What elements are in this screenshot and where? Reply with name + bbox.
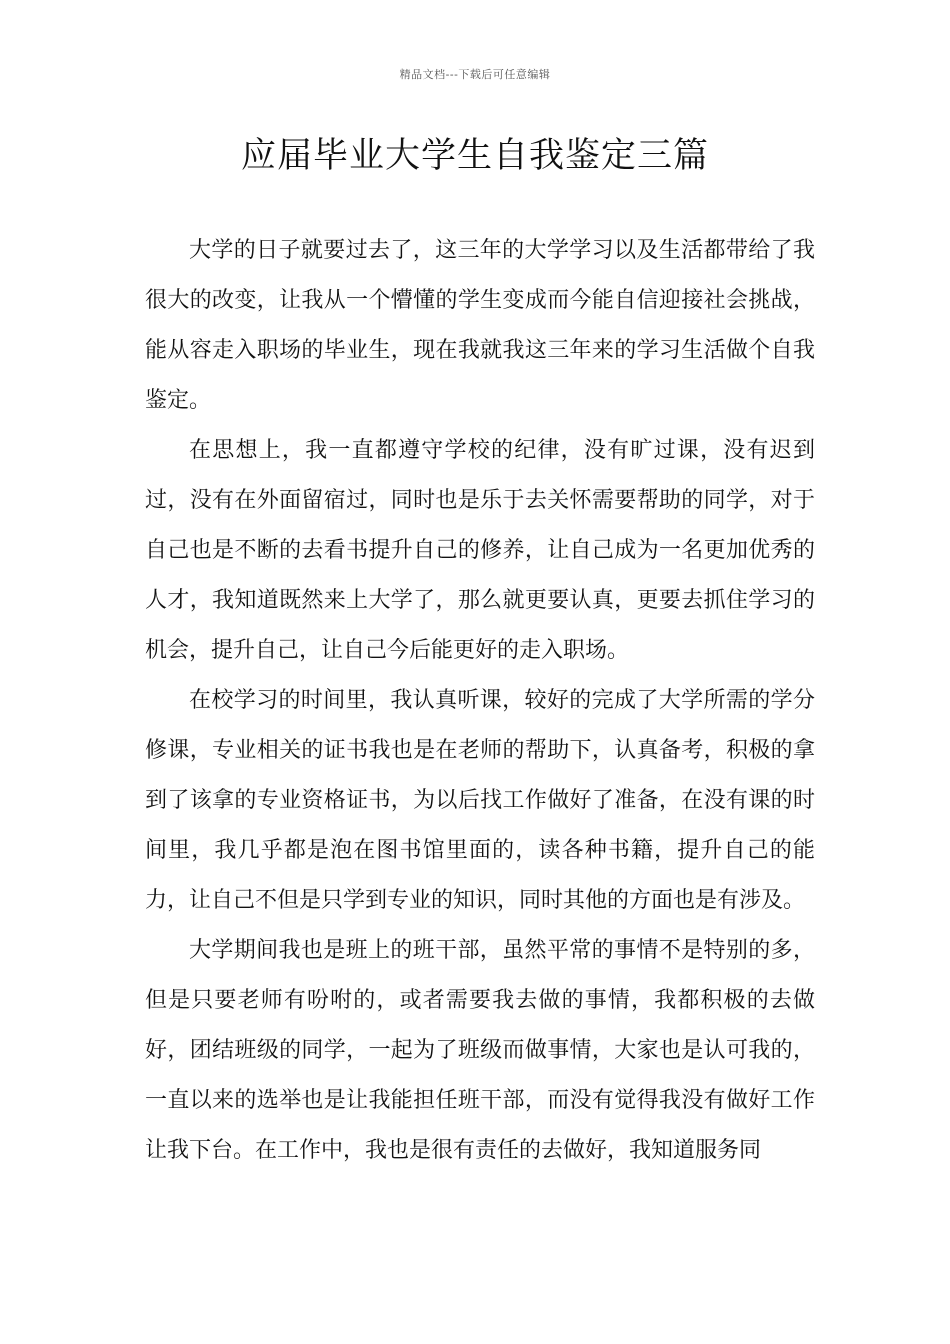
paragraph-1: 大学的日子就要过去了，这三年的大学学习以及生活都带给了我很大的改变，让我从一个懵懂的学生变成而今能自信迎接社会挑战，能从容走入职场的毕业生，现在我就我这三年来的学习生活做个自我鉴定。 <box>145 238 815 413</box>
paragraph-2: 在思想上，我一直都遵守学校的纪律，没有旷过课，没有迟到过，没有在外面留宿过，同时也是乐于去关怀需要帮助的同学，对于自己也是不断的去看书提升自己的修养，让自己成为一名更加优秀的人才，我知道既然来上大学了，那么就更要认真，更要去抓住学习的机会，提升自己，让自己今后能更好的走入职场。 <box>145 438 815 663</box>
document-body <box>145 226 815 1176</box>
header-watermark: 精品文档---下载后可任意编辑 <box>399 68 551 81</box>
paragraph-4: 大学期间我也是班上的班干部，虽然平常的事情不是特别的多，但是只要老师有吩咐的，或者需要我去做的事情，我都积极的去做好，团结班级的同学，一起为了班级而做事情，大家也是认可我的，一直以来的选举也是让我能担任班干部，而没有觉得我没有做好工作让我下台。在工作中，我也是很有责任的去做好，我知道服务同 <box>145 938 815 1163</box>
document-title: 应届毕业大学生自我鉴定三篇 <box>240 136 709 176</box>
paragraph-3: 在校学习的时间里，我认真听课，较好的完成了大学所需的学分修课，专业相关的证书我也是在老师的帮助下，认真备考，积极的拿到了该拿的专业资格证书，为以后找工作做好了准备，在没有课的时间里，我几乎都是泡在图书馆里面的，读各种书籍，提升自己的能力，让自己不但是只学到专业的知识，同时其他的方面也是有涉及。 <box>145 688 815 913</box>
